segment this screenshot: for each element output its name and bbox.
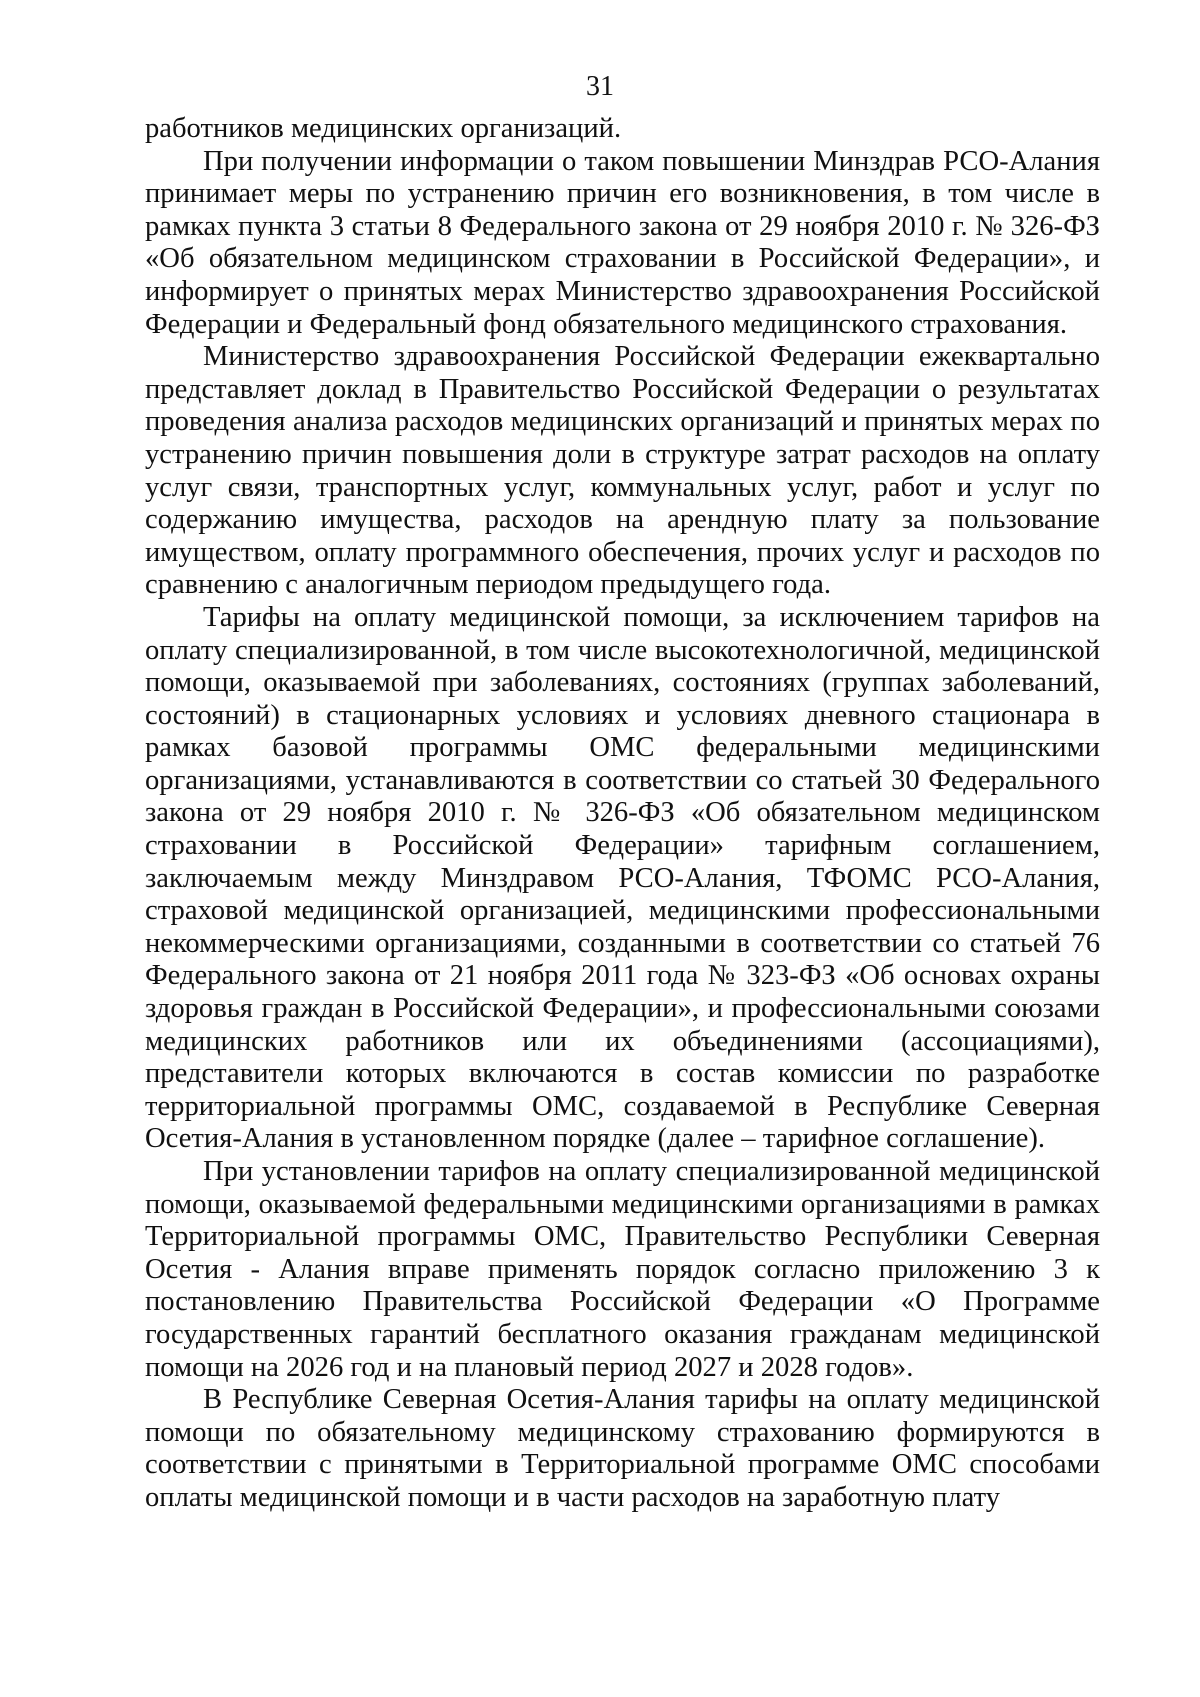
paragraph-continuation: работников медицинских организаций.: [145, 113, 622, 144]
document-body: [145, 113, 1100, 1515]
paragraph-price-increase-measures: При получении информации о таком повышении Минздрав РСО-Алания принимает меры по устранению причин его возникновения, в том числе в рамках пункта 3 статьи 8 Федерального закона от 29 ноября 2010 г. № 326-ФЗ «Об обязательном медицинском страховании в Российской Федерации», и информирует о принятых мерах Министерство здравоохранения Российской Федерации и Федеральный фонд обязательного медицинского страхования.: [145, 145, 1100, 340]
paragraph-federal-tariffs: При установлении тарифов на оплату специализированной медицинской помощи, оказываемой федеральными медицинскими организациями в рамках Территориальной программы ОМС, Правительство Республики Северная Осетия - Алания вправе применять порядок согласно приложению 3 к постановлению Правительства Российской Федерации «О Программе государственных гарантий бесплатного оказания гражданам медицинской помощи на 2026 год и на плановый период 2027 и 2028 годов».: [145, 1156, 1100, 1383]
paragraph-oms-tariffs: В Республике Северная Осетия-Алания тарифы на оплату медицинской помощи по обязательному медицинскому страхованию формируются в соответствии с принятыми в Территориальной программе ОМС способами оплаты медицинской помощи и в части расходов на заработную плату: [145, 1384, 1100, 1513]
page-number: 31: [586, 71, 614, 102]
paragraph-tariffs: Тарифы на оплату медицинской помощи, за исключением тарифов на оплату специализированной, в том числе высокотехнологичной, медицинской помощи, оказываемой при заболеваниях, состояниях (группах заболеваний, состояний) в стационарных условиях и условиях дневного стационара в рамках базовой программы ОМС федеральными медицинскими организациями, устанавливаются в соответствии со статьей 30 Федерального закона от 29 ноября 2010 г. № 326-ФЗ «Об обязательном медицинском страховании в Российской Федерации» тарифным соглашением, заключаемым между Минздравом РСО-Алания, ТФОМС РСО-Алания, страховой медицинской организацией, медицинскими профессиональными некоммерческими организациями, созданными в соответствии со статьей 76 Федерального закона от 21 ноября 2011 года № 323-ФЗ «Об основах охраны здоровья граждан в Российской Федерации», и профессиональными союзами медицинских работников или их объединениями (ассоциациями), представители которых включаются в состав комиссии по разработке территориальной программы ОМС, создаваемой в Республике Северная Осетия-Алания в установленном порядке (далее – тарифное соглашение).: [145, 601, 1100, 1155]
paragraph-ministry-report: Министерство здравоохранения Российской Федерации ежеквартально представляет доклад в Правительство Российской Федерации о результатах проведения анализа расходов медицинских организаций и принятых мерах по устранению причин повышения доли в структуре затрат расходов на оплату услуг связи, транспортных услуг, коммунальных услуг, работ и услуг по содержанию имущества, расходов на арендную плату за пользование имуществом, оплату программного обеспечения, прочих услуг и расходов по сравнению с аналогичным периодом предыдущего года.: [145, 341, 1100, 601]
